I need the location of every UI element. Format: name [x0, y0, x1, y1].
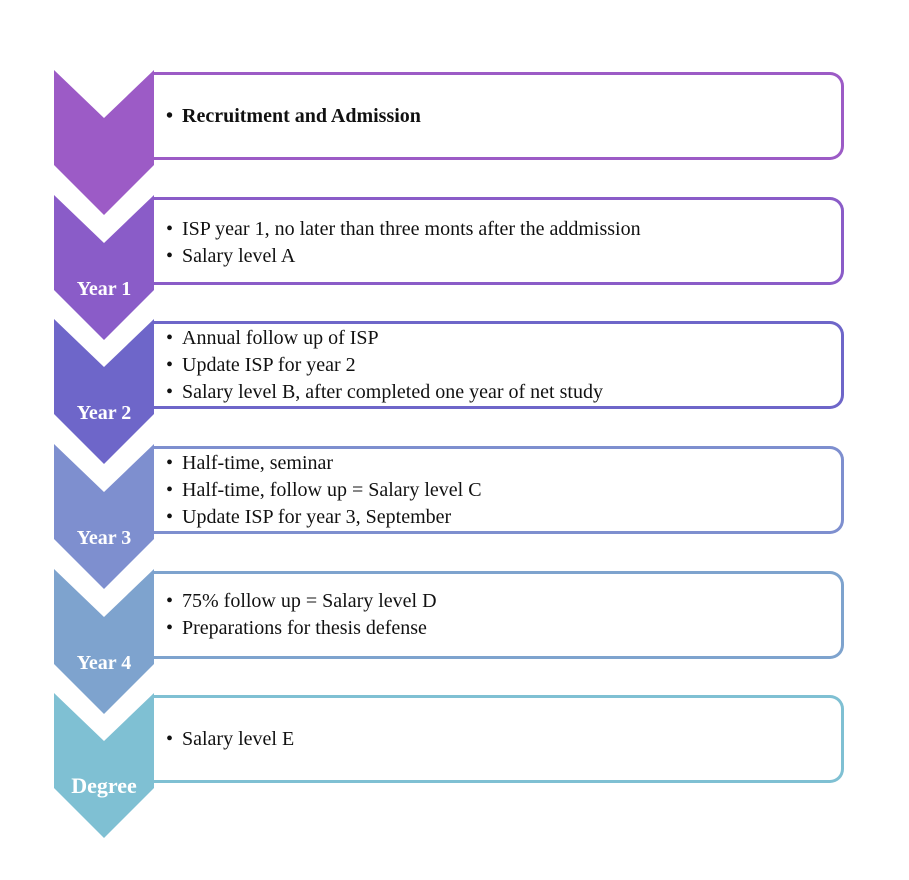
bullet-item [166, 450, 841, 477]
bullet-text: Half-time, seminar [182, 451, 334, 474]
step-content-box [154, 321, 844, 409]
step-chevron [54, 444, 154, 589]
bullet-text: ISP year 1, no later than three monts after the addmission [182, 218, 641, 240]
bullet-text: Salary level A [182, 245, 296, 267]
chevron-shape [54, 444, 154, 589]
step-label: Year 3 [76, 527, 132, 549]
bullet-text: Annual follow up of ISP [182, 326, 379, 349]
bullet-text: Salary level E [182, 728, 295, 750]
chevron-shape [54, 319, 154, 464]
bullet-text: Half-time, follow up = Salary level C [182, 478, 482, 501]
step-content-box [154, 197, 844, 285]
chevron-shape [54, 70, 154, 215]
step-label: Year 1 [76, 278, 132, 300]
step-content-box [154, 695, 844, 783]
bullet-dot-icon: • [166, 380, 174, 403]
bullet-dot-icon: • [166, 245, 174, 267]
bullet-item [166, 325, 841, 352]
step-chevron [54, 319, 154, 464]
bullet-text: Update ISP for year 3, September [182, 505, 452, 528]
bullet-item [166, 243, 841, 270]
bullet-item [166, 477, 841, 504]
chevron-shape [54, 693, 154, 838]
bullet-item [166, 352, 841, 379]
bullet-text: Salary level B, after completed one year of net study [182, 380, 603, 403]
step-chevron [54, 693, 154, 838]
bullet-item [166, 504, 841, 531]
step-label: Year 4 [76, 652, 132, 674]
bullet-text: Preparations for thesis defense [182, 617, 427, 639]
bullet-dot-icon: • [166, 451, 174, 474]
bullet-item [166, 726, 841, 753]
bullet-dot-icon: • [166, 326, 174, 349]
bullet-item [166, 379, 841, 406]
step-content-box [154, 446, 844, 534]
bullet-dot-icon: • [166, 104, 174, 127]
bullet-item [166, 615, 841, 642]
bullet-dot-icon: • [166, 590, 174, 612]
bullet-dot-icon: • [166, 218, 174, 240]
bullet-dot-icon: • [166, 353, 174, 376]
step-label: Year 2 [76, 402, 132, 424]
bullet-dot-icon: • [166, 505, 174, 528]
bullet-item [166, 216, 841, 243]
bullet-text: Recruitment and Admission [182, 104, 421, 127]
bullet-dot-icon: • [166, 728, 174, 750]
bullet-text: 75% follow up = Salary level D [182, 590, 437, 612]
step-content-box [154, 571, 844, 659]
step-label: Degree [71, 773, 137, 798]
step-content-box [154, 72, 844, 160]
bullet-dot-icon: • [166, 478, 174, 501]
bullet-dot-icon: • [166, 617, 174, 639]
step-chevron [54, 70, 154, 215]
bullet-item [166, 103, 841, 130]
bullet-text: Update ISP for year 2 [182, 353, 356, 376]
process-step [0, 693, 909, 843]
bullet-item [166, 588, 841, 615]
